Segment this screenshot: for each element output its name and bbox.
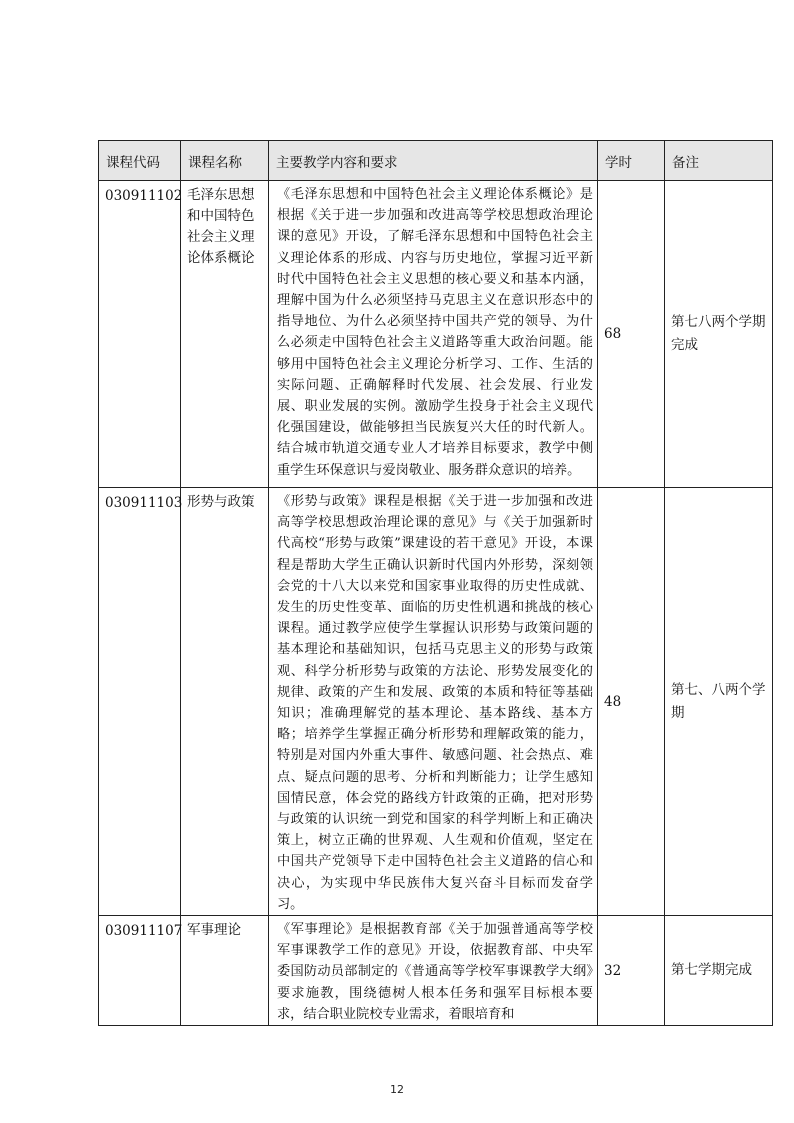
course-remark-cell: 第七、八两个学期 xyxy=(665,488,773,916)
course-content-cell: 《形势与政策》课程是根据《关于进一步加强和改进高等学校思想政治理论课的意见》与《关于加强新时代高校“形势与政策”课建设的若干意见》开设，本课程是帮助大学生正确认识新时代国内外形势，深刻领会党的十八大以来党和国家事业取得的历史性成就、发生的历史性变革、面临的历史性机遇和挑战的核心课程。通过教学应使学生掌握认识形势与政策问题的基本理论和基础知识，包括马克思主义的形势与政策观、科学分析形势与政策的方法论、形势发展变化的规律、政策的产生和发展、政策的本质和特征等基础知识；准确理解党的基本理论、基本路线、基本方略；培养学生掌握正确分析形势和理解政策的能力，特别是对国内外重大事件、敏感问题、社会热点、难点、疑点问题的思考、分析和判断能力；让学生感知国情民意，体会党的路线方针政策的正确，把对形势与政策的认识统一到党和国家的科学判断上和正确决策上，树立正确的世界观、人生观和价值观，坚定在中国共产党领导下走中国特色社会主义道路的信心和决心，为实现中华民族伟大复兴奋斗目标而发奋学习。 xyxy=(269,488,598,916)
header-main-content: 主要教学内容和要求 xyxy=(269,141,598,181)
header-hours: 学时 xyxy=(598,141,665,181)
course-remark-cell: 第七学期完成 xyxy=(665,916,773,1026)
header-course-code: 课程代码 xyxy=(99,141,181,181)
table-row xyxy=(99,916,773,1026)
course-code-cell: 030911103 xyxy=(99,488,181,916)
course-remark-cell: 第七八两个学期完成 xyxy=(665,181,773,488)
course-name-cell: 形势与政策 xyxy=(181,488,269,916)
table-header-row xyxy=(99,141,773,181)
table-row xyxy=(99,488,773,916)
course-content-cell: 《军事理论》是根据教育部《关于加强普通高等学校军事课教学工作的意见》开设，依据教育部、中央军委国防动员部制定的《普通高等学校军事课教学大纲》要求施教，围绕德树人根本任务和强军目标根本要求，结合职业院校专业需求，着眼培育和 xyxy=(269,916,598,1026)
header-course-name: 课程名称 xyxy=(181,141,269,181)
course-hours-cell: 32 xyxy=(598,916,665,1026)
course-hours-cell: 48 xyxy=(598,488,665,916)
header-remark: 备注 xyxy=(665,141,773,181)
course-code-cell: 030911102 xyxy=(99,181,181,488)
course-table xyxy=(98,140,773,1026)
course-table-container xyxy=(98,140,772,1026)
course-content-cell: 《毛泽东思想和中国特色社会主义理论体系概论》是根据《关于进一步加强和改进高等学校思想政治理论课的意见》开设，了解毛泽东思想和中国特色社会主义理论体系的形成、内容与历史地位，掌握习近平新时代中国特色社会主义思想的核心要义和基本内涵，理解中国为什么必须坚持马克思主义在意识形态中的指导地位、为什么必须坚持中国共产党的领导、为什么必须走中国特色社会主义道路等重大政治问题。能够用中国特色社会主义理论分析学习、工作、生活的实际问题、正确解释时代发展、社会发展、行业发展、职业发展的实例。激励学生投身于社会主义现代化强国建设，做能够担当民族复兴大任的时代新人。结合城市轨道交通专业人才培养目标要求，教学中侧重学生环保意识与爱岗敬业、服务群众意识的培养。 xyxy=(269,181,598,488)
course-name-cell: 军事理论 xyxy=(181,916,269,1026)
course-hours-cell: 68 xyxy=(598,181,665,488)
page-number: 12 xyxy=(390,1083,404,1096)
course-name-cell: 毛泽东思想和中国特色社会主义理论体系概论 xyxy=(181,181,269,488)
table-row xyxy=(99,181,773,488)
course-code-cell: 030911107 xyxy=(99,916,181,1026)
